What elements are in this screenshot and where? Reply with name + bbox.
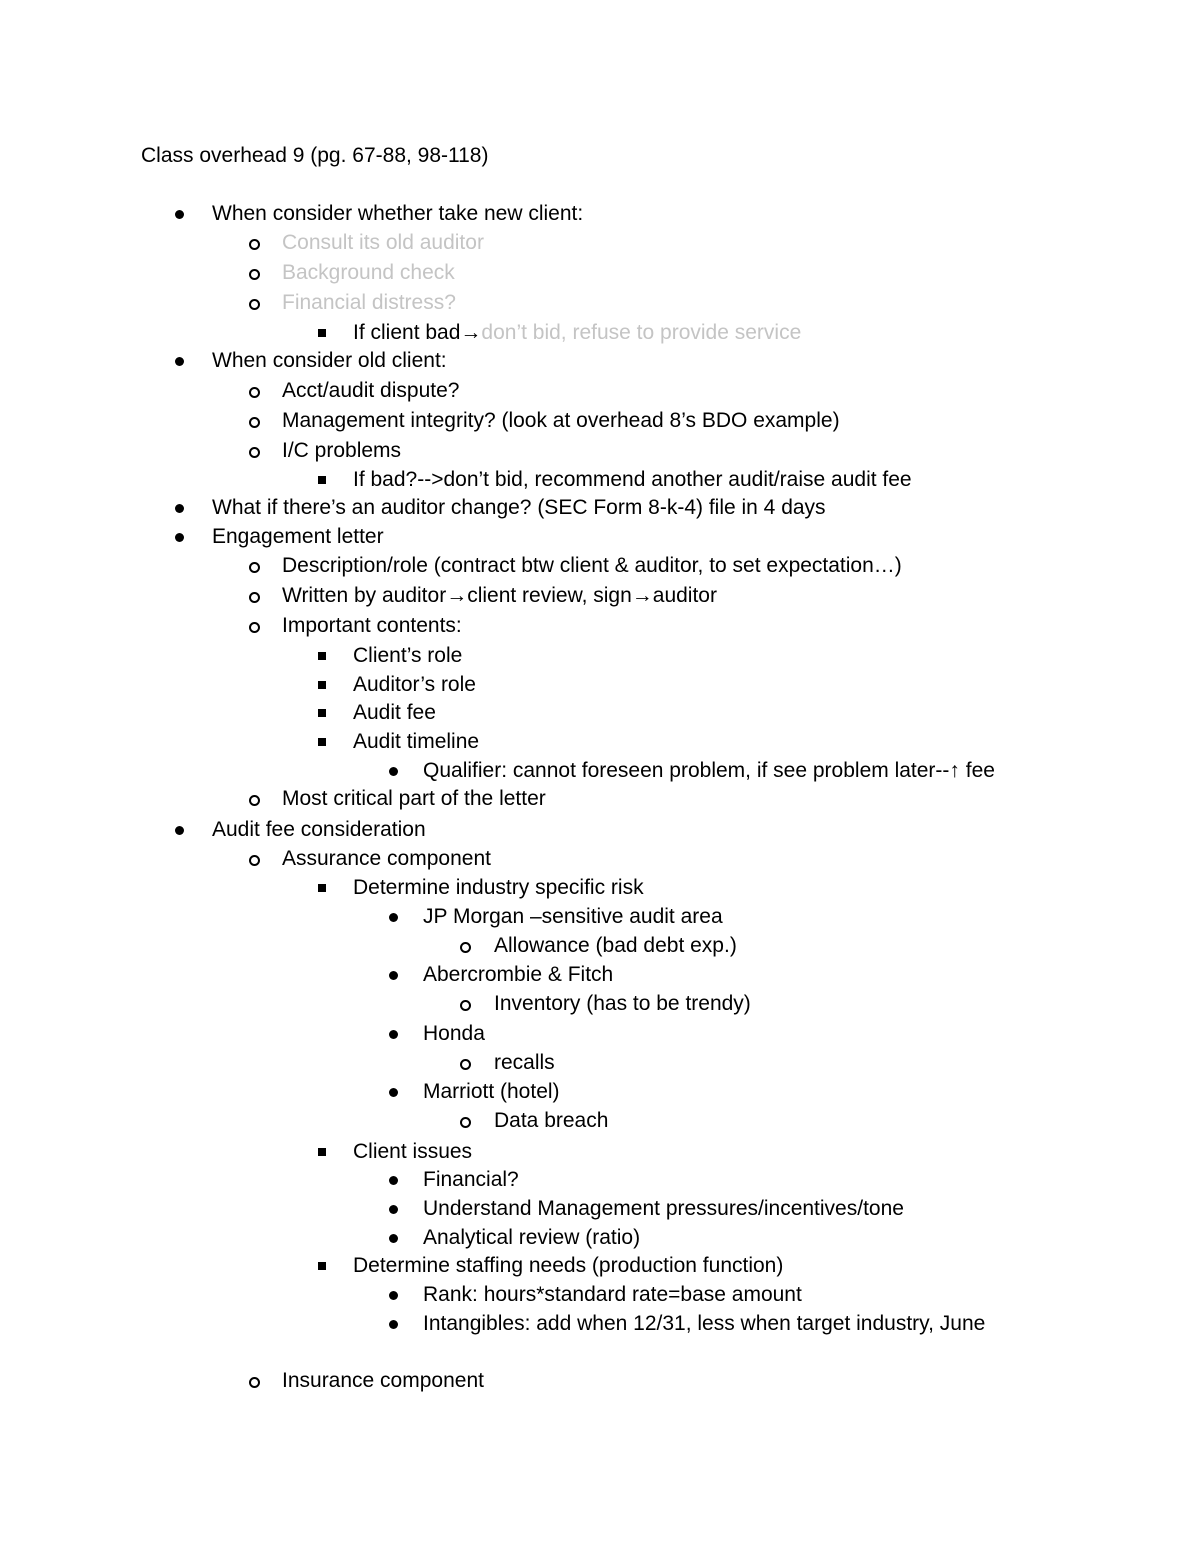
bullet-circle-icon bbox=[249, 269, 260, 280]
bullet-circle-icon bbox=[249, 1377, 260, 1388]
list-item-text: Rank: hours*standard rate=base amount bbox=[423, 1283, 802, 1306]
bullet-circle-icon bbox=[460, 1117, 471, 1128]
bullet-square-icon bbox=[318, 709, 326, 717]
list-item-text: Client’s role bbox=[353, 644, 463, 667]
list-item-text: Audit fee consideration bbox=[212, 818, 426, 841]
list-item-text: Inventory (has to be trendy) bbox=[494, 992, 751, 1015]
bullet-disc-icon bbox=[389, 1320, 398, 1329]
list-item-text: Assurance component bbox=[282, 847, 491, 870]
list-item-text: If bad?-->don’t bid, recommend another audit/raise audit fee bbox=[353, 468, 912, 491]
bullet-disc-icon bbox=[389, 1291, 398, 1300]
bullet-circle-icon bbox=[249, 855, 260, 866]
bullet-circle-icon bbox=[249, 795, 260, 806]
text-segment: auditor bbox=[652, 584, 717, 607]
bullet-circle-icon bbox=[249, 417, 260, 428]
list-item-text: Understand Management pressures/incentives/tone bbox=[423, 1197, 904, 1220]
bullet-square-icon bbox=[318, 1262, 326, 1270]
bullet-circle-icon bbox=[249, 299, 260, 310]
list-item-text bbox=[353, 319, 801, 347]
bullet-square-icon bbox=[318, 476, 326, 484]
list-item-text: Audit fee bbox=[353, 701, 436, 724]
list-item-text: recalls bbox=[494, 1051, 555, 1074]
bullet-square-icon bbox=[318, 738, 326, 746]
bullet-disc-icon bbox=[389, 913, 398, 922]
bullet-disc-icon bbox=[175, 504, 184, 513]
list-item-text: Intangibles: add when 12/31, less when target industry, June bbox=[423, 1312, 986, 1335]
bullet-disc-icon bbox=[389, 971, 398, 980]
list-item-text: What if there’s an auditor change? (SEC Form 8-k-4) file in 4 days bbox=[212, 496, 826, 519]
bullet-square-icon bbox=[318, 884, 326, 892]
bullet-circle-icon bbox=[249, 592, 260, 603]
bullet-disc-icon bbox=[175, 357, 184, 366]
bullet-disc-icon bbox=[175, 826, 184, 835]
bullet-circle-icon bbox=[460, 1059, 471, 1070]
list-item-text: Financial distress? bbox=[282, 291, 456, 314]
bullet-disc-icon bbox=[175, 533, 184, 542]
bullet-disc-icon bbox=[389, 1234, 398, 1243]
arrow-right-icon: → bbox=[446, 584, 468, 607]
list-item-text bbox=[282, 582, 717, 610]
list-item-text: Auditor’s role bbox=[353, 673, 476, 696]
list-item-text bbox=[423, 757, 995, 785]
list-item-text: Description/role (contract btw client & auditor, to set expectation…) bbox=[282, 554, 902, 577]
list-item-text: Insurance component bbox=[282, 1369, 484, 1392]
list-item-text: Honda bbox=[423, 1022, 485, 1045]
list-item-text: Data breach bbox=[494, 1109, 609, 1132]
arrow-up-icon: ↑ bbox=[949, 759, 960, 782]
bullet-circle-icon bbox=[249, 562, 260, 573]
bullet-circle-icon bbox=[460, 942, 471, 953]
bullet-square-icon bbox=[318, 329, 326, 337]
bullet-circle-icon bbox=[249, 622, 260, 633]
arrow-right-icon: → bbox=[460, 321, 482, 344]
text-segment: client review, sign bbox=[467, 584, 632, 607]
bullet-square-icon bbox=[318, 681, 326, 689]
bullet-circle-icon bbox=[249, 239, 260, 250]
text-segment: Qualifier: cannot foreseen problem, if see problem later-- bbox=[423, 759, 950, 782]
list-item-text: Determine staffing needs (production function) bbox=[353, 1254, 784, 1277]
bullet-circle-icon bbox=[249, 447, 260, 458]
arrow-right-icon: → bbox=[631, 584, 653, 607]
list-item-text: Determine industry specific risk bbox=[353, 876, 644, 899]
list-item-text: Most critical part of the letter bbox=[282, 787, 546, 810]
bullet-disc-icon bbox=[389, 1088, 398, 1097]
list-item-text: JP Morgan –sensitive audit area bbox=[423, 905, 723, 928]
bullet-disc-icon bbox=[389, 1030, 398, 1039]
list-item-text: Abercrombie & Fitch bbox=[423, 963, 614, 986]
list-item-text: Acct/audit dispute? bbox=[282, 379, 460, 402]
list-item-text: Audit timeline bbox=[353, 730, 480, 753]
bullet-square-icon bbox=[318, 652, 326, 660]
bullet-disc-icon bbox=[175, 210, 184, 219]
list-item-text: Engagement letter bbox=[212, 525, 384, 548]
bullet-disc-icon bbox=[389, 767, 398, 776]
bullet-circle-icon bbox=[460, 1000, 471, 1011]
list-item-text: I/C problems bbox=[282, 439, 402, 462]
text-segment: Written by auditor bbox=[282, 584, 447, 607]
list-item-text: Important contents: bbox=[282, 614, 462, 637]
list-item-text: When consider whether take new client: bbox=[212, 202, 584, 225]
list-item-text: Financial? bbox=[423, 1168, 519, 1191]
bullet-square-icon bbox=[318, 1148, 326, 1156]
list-item-text: Background check bbox=[282, 261, 455, 284]
document-title: Class overhead 9 (pg. 67-88, 98-118) bbox=[141, 144, 489, 167]
text-segment: fee bbox=[959, 759, 995, 782]
bullet-disc-icon bbox=[389, 1205, 398, 1214]
bullet-disc-icon bbox=[389, 1176, 398, 1185]
bullet-circle-icon bbox=[249, 387, 260, 398]
list-item-text: When consider old client: bbox=[212, 349, 447, 372]
list-item-text: Marriott (hotel) bbox=[423, 1080, 560, 1103]
list-item-text: Analytical review (ratio) bbox=[423, 1226, 641, 1249]
text-segment: don’t bid, refuse to provide service bbox=[481, 321, 802, 344]
list-item-text: Allowance (bad debt exp.) bbox=[494, 934, 737, 957]
list-item-text: Management integrity? (look at overhead 8’s BDO example) bbox=[282, 409, 840, 432]
list-item-text: Client issues bbox=[353, 1140, 473, 1163]
text-segment: If client bad bbox=[353, 321, 461, 344]
list-item-text: Consult its old auditor bbox=[282, 231, 484, 254]
